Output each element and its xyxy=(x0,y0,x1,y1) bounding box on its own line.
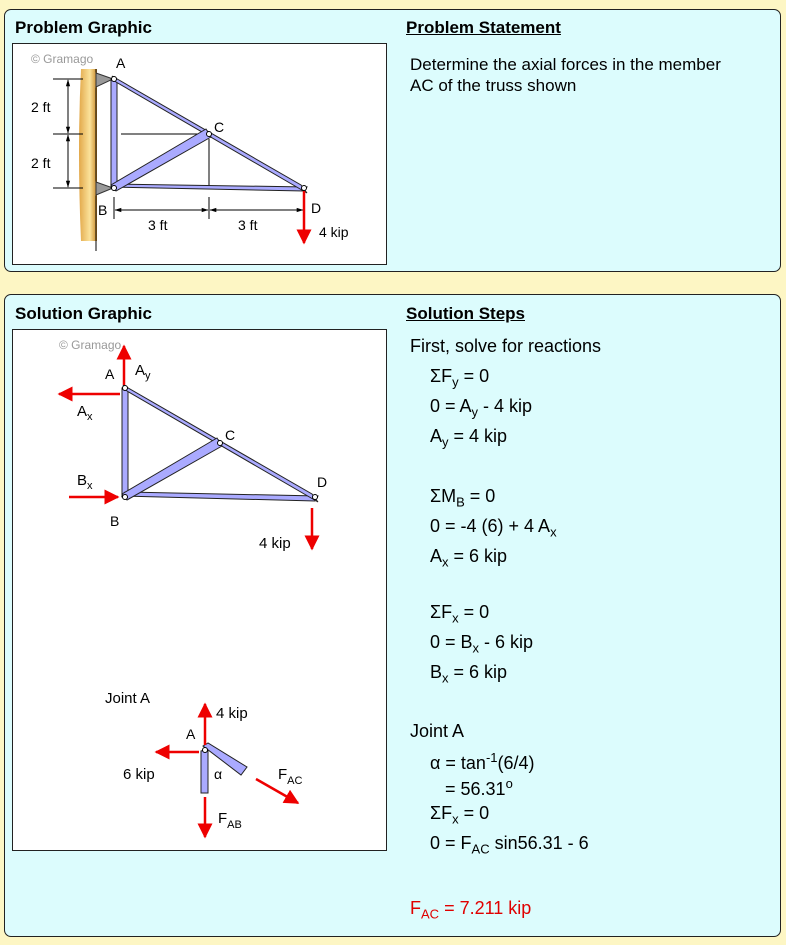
joint-c xyxy=(207,132,212,137)
problem-graphic-header: Problem Graphic xyxy=(15,18,152,37)
fbd-label-d: D xyxy=(317,474,328,490)
step-sum-fx-joint: $\Sigma F_x = 0$ xyxy=(430,803,490,827)
joint-member-ab xyxy=(201,749,208,793)
step-alpha-value: = $56.31^o$ xyxy=(445,776,513,799)
label-d: D xyxy=(311,200,322,216)
step-sum-fx: $\Sigma F_x = 0$ xyxy=(430,602,490,626)
label-load: 4 kip xyxy=(259,535,291,552)
load-label: 4 kip xyxy=(319,224,349,240)
dim-label-upper: 2 ft xyxy=(31,99,51,115)
fbd-joint-c xyxy=(218,441,223,446)
problem-statement-header: Problem Statement xyxy=(406,18,561,37)
joint-label-6kip: 6 kip xyxy=(123,766,155,783)
pin-support-a xyxy=(96,73,113,87)
joint-d xyxy=(302,186,307,191)
step-joint-a: Joint A xyxy=(410,721,465,741)
joint-label-a: A xyxy=(186,726,196,742)
label-ay: $A_y$ xyxy=(135,362,151,382)
step-ay-result: $A_y = 4$ kip xyxy=(430,426,508,450)
member-bd xyxy=(111,184,307,191)
solution-graphic xyxy=(12,329,387,851)
step-bx-result: $B_x = 6$ kip xyxy=(430,662,508,686)
fbd-member-ab xyxy=(122,388,128,497)
label-bx: $B_x$ xyxy=(77,472,93,492)
member-bc xyxy=(111,129,211,191)
joint-a-title: Joint A xyxy=(105,690,151,707)
watermark-2: © Gramago xyxy=(59,338,122,352)
fbd-joint-b xyxy=(123,495,128,500)
free-body-diagrams xyxy=(13,330,386,850)
step-sum-fy: $\Sigma F_y = 0$ xyxy=(430,366,490,390)
joint-b xyxy=(112,186,117,191)
step-ax-result: $A_x = 6$ kip xyxy=(430,546,508,570)
problem-statement-text: Determine the axial forces in the member AC of the truss shown xyxy=(410,55,721,95)
label-b: B xyxy=(98,202,108,218)
dim-label-right: 3 ft xyxy=(238,217,258,233)
joint-alpha: α xyxy=(214,766,223,782)
fbd-joint-d xyxy=(313,495,318,500)
label-a: A xyxy=(116,55,126,71)
dim-label-left: 3 ft xyxy=(148,217,168,233)
solution-panel xyxy=(4,294,781,937)
dim-label-lower: 2 ft xyxy=(31,155,51,171)
step-intro: First, solve for reactions xyxy=(410,336,602,356)
joint-a xyxy=(112,77,117,82)
solution-steps-header: Solution Steps xyxy=(406,304,525,323)
fbd-label-b: B xyxy=(110,513,120,529)
label-c: C xyxy=(214,119,225,135)
joint-a-pin xyxy=(203,748,208,753)
fbd-member-bd xyxy=(122,492,318,501)
step-sum-mb: $\Sigma M_B = 0$ xyxy=(430,486,496,510)
joint-label-fab: $F_{AB}$ xyxy=(218,810,242,831)
problem-graphic xyxy=(12,43,387,265)
joint-member-ac xyxy=(203,743,247,775)
fbd-member-bc xyxy=(122,438,222,500)
wall xyxy=(79,69,97,241)
pin-support-b xyxy=(96,182,113,195)
problem-panel xyxy=(4,9,781,272)
label-ax: $A_x$ xyxy=(77,403,93,423)
step-answer: $F_{AC} = 7.211$ kip xyxy=(410,898,532,922)
step-mb-equation: 0 = -4 (6) + 4 $A_x$ xyxy=(430,516,557,540)
step-fy-equation: $0 = A_y - 4$ kip xyxy=(430,396,533,420)
step-alpha: $\alpha = \tan^{-1}(6/4)$ xyxy=(430,750,535,773)
joint-label-fac: $F_{AC}$ xyxy=(278,766,303,787)
fbd-label-c: C xyxy=(225,427,236,443)
watermark: © Gramago xyxy=(31,52,94,66)
fbd-label-a: A xyxy=(105,366,115,382)
step-fac-equation: $0 = F_{AC}$ sin56.31 - 6 xyxy=(430,833,589,857)
joint-label-4kip: 4 kip xyxy=(216,705,248,722)
truss-diagram xyxy=(13,44,386,264)
fbd-joint-a xyxy=(123,386,128,391)
solution-graphic-header: Solution Graphic xyxy=(15,304,152,323)
member-ab xyxy=(111,79,117,188)
step-fx-equation: $0 = B_x - 6$ kip xyxy=(430,632,534,656)
